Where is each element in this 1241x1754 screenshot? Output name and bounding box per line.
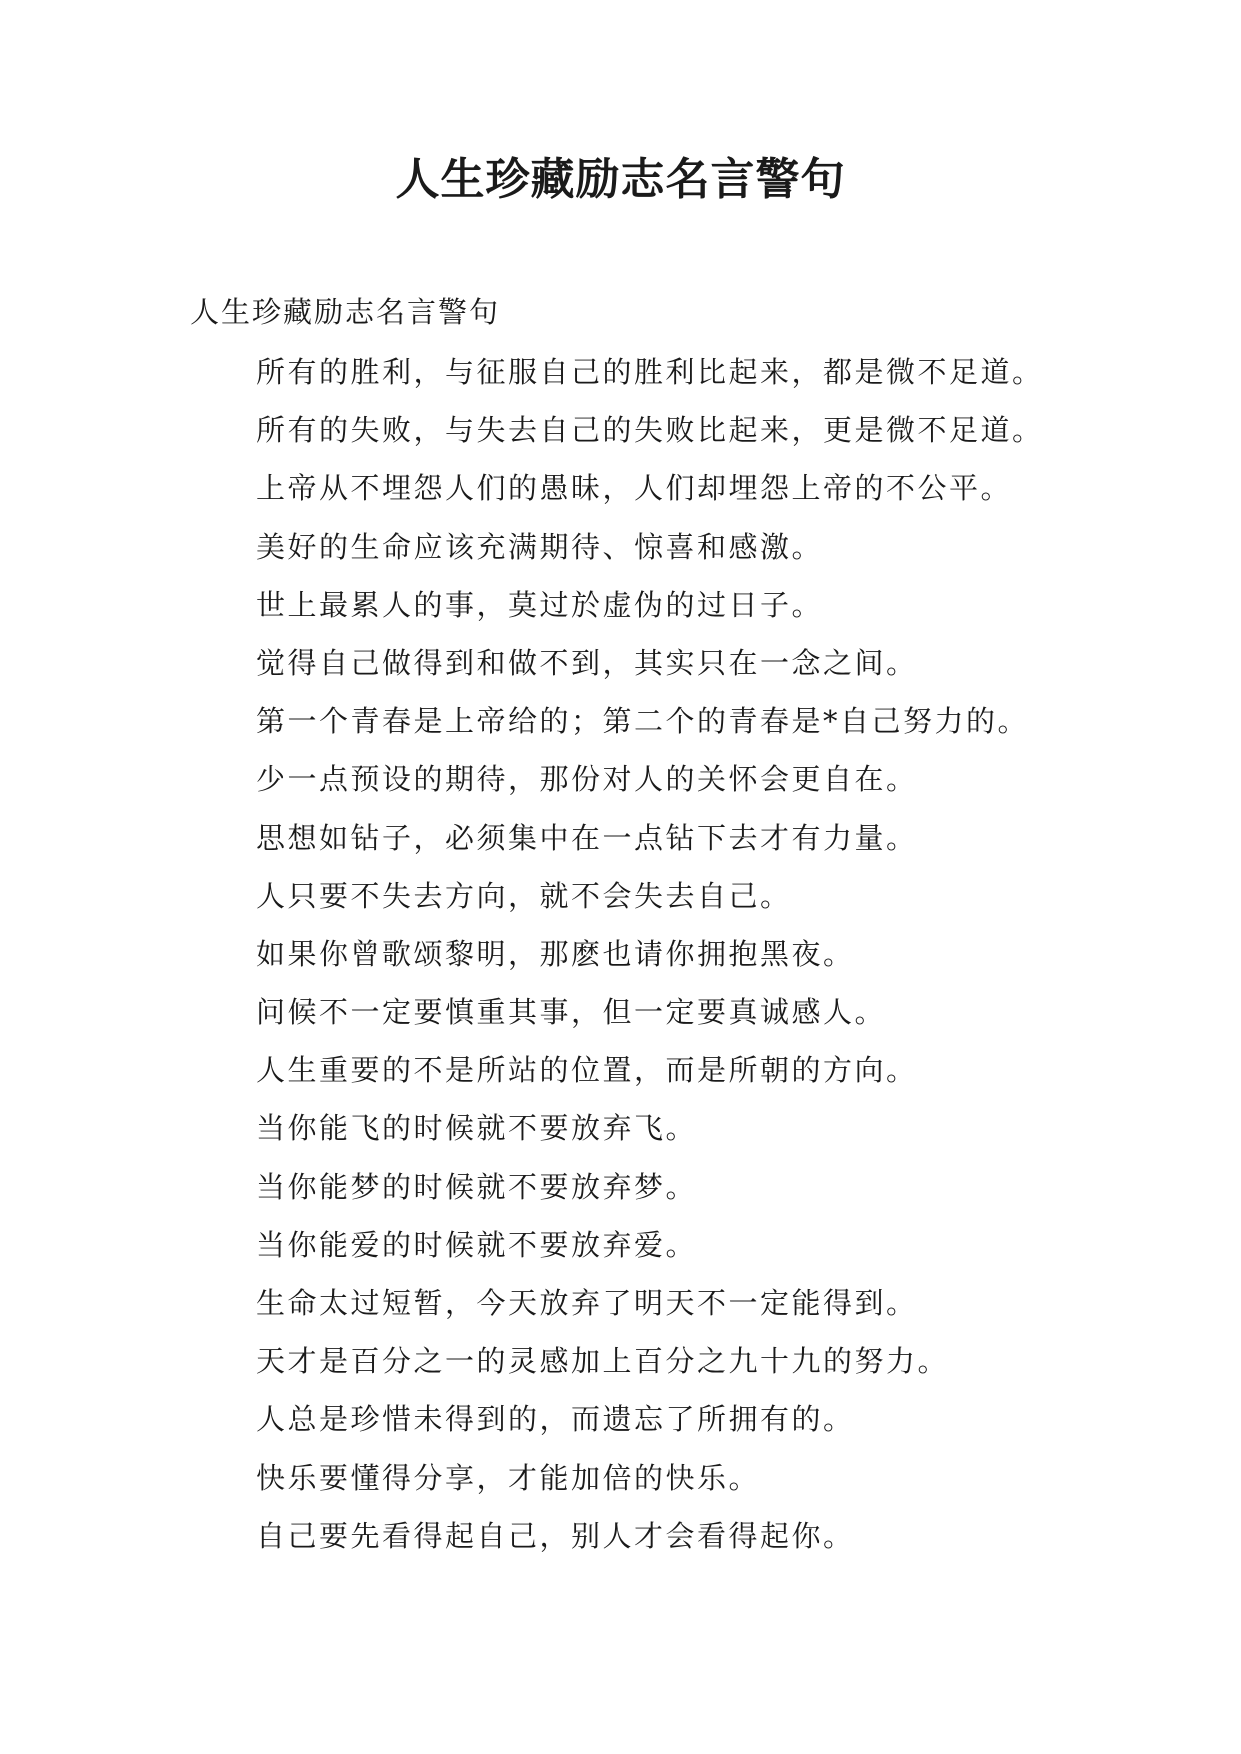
quote-line: 第一个青春是上帝给的；第二个的青春是*自己努力的。 — [256, 704, 1030, 739]
quote-line: 如果你曾歌颂黎明，那麽也请你拥抱黑夜。 — [256, 936, 855, 971]
quote-line: 上帝从不埋怨人们的愚昧，人们却埋怨上帝的不公平。 — [256, 471, 1013, 506]
quote-line: 世上最累人的事，莫过於虚伪的过日子。 — [256, 587, 824, 622]
quote-line: 所有的失败，与失去自己的失败比起来，更是微不足道。 — [256, 413, 1044, 448]
quote-list — [256, 352, 1156, 1574]
quote-line: 生命太过短暂，今天放弃了明天不一定能得到。 — [256, 1286, 918, 1320]
quote-line: 天才是百分之一的灵感加上百分之九十九的努力。 — [256, 1344, 950, 1379]
quote-line: 少一点预设的期待，那份对人的关怀会更自在。 — [256, 762, 918, 797]
quote-line: 人只要不失去方向，就不会失去自己。 — [256, 878, 792, 913]
document-title: 人生珍藏励志名言警句 — [395, 154, 846, 205]
quote-line: 快乐要懂得分享，才能加倍的快乐。 — [256, 1460, 761, 1495]
quote-line: 当你能梦的时候就不要放弃梦。 — [256, 1169, 698, 1204]
quote-line: 自己要先看得起自己，别人才会看得起你。 — [256, 1518, 855, 1553]
quote-line: 思想如钻子，必须集中在一点钻下去才有力量。 — [256, 820, 918, 855]
quote-line: 人总是珍惜未得到的，而遗忘了所拥有的。 — [256, 1402, 855, 1437]
quote-line: 人生重要的不是所站的位置，而是所朝的方向。 — [256, 1053, 918, 1088]
quote-line: 当你能爱的时候就不要放弃爱。 — [256, 1227, 698, 1262]
section-heading: 人生珍藏励志名言警句 — [190, 295, 501, 329]
quote-line: 当你能飞的时候就不要放弃飞。 — [256, 1111, 698, 1146]
quote-line: 美好的生命应该充满期待、惊喜和感激。 — [256, 529, 824, 564]
quote-line: 觉得自己做得到和做不到，其实只在一念之间。 — [256, 645, 918, 680]
quote-line: 问候不一定要慎重其事，但一定要真诚感人。 — [256, 995, 887, 1030]
quote-line: 所有的胜利，与征服自己的胜利比起来，都是微不足道。 — [256, 355, 1044, 389]
